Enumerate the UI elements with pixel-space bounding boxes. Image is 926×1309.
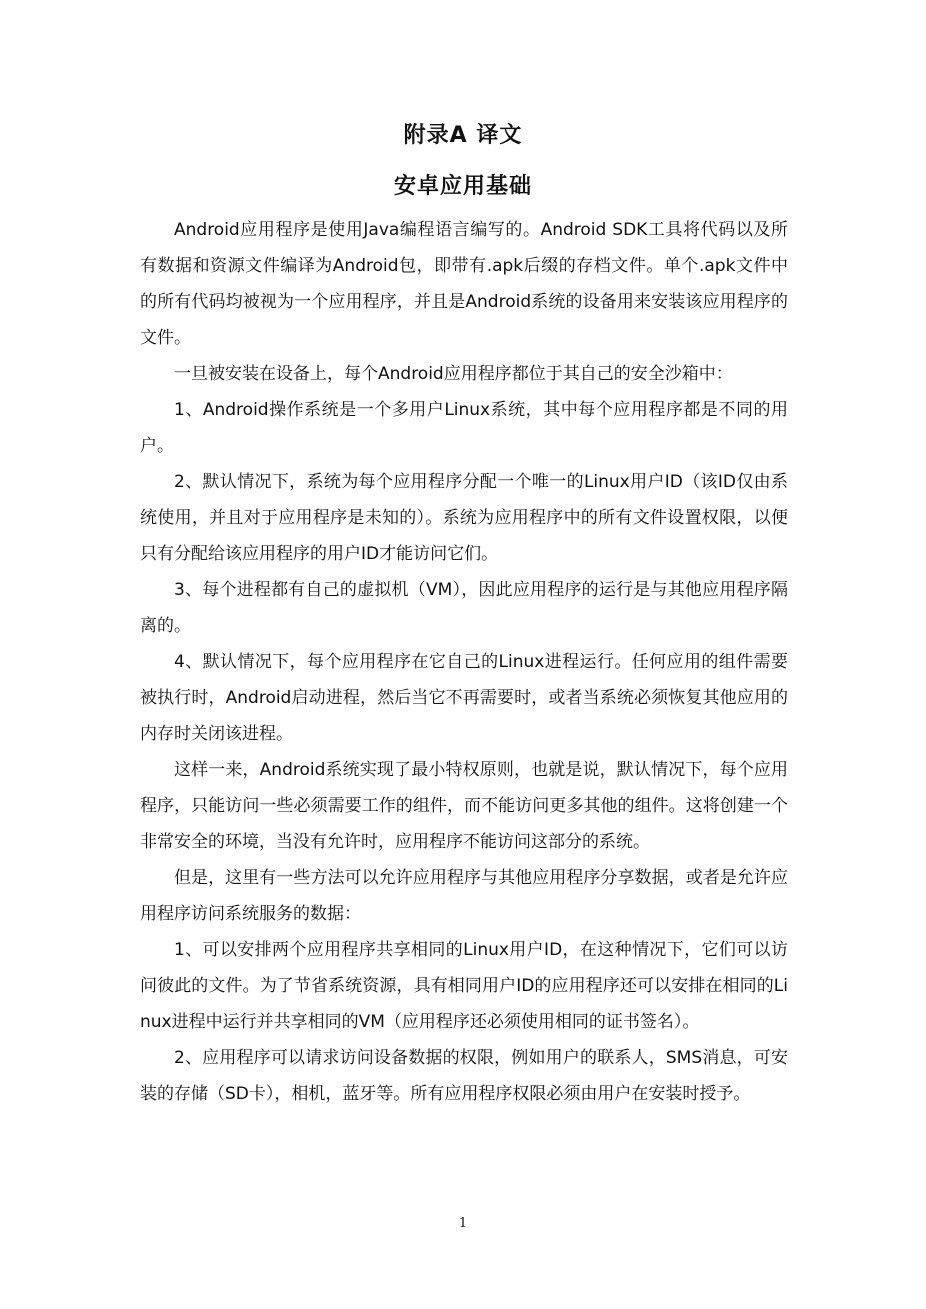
section-title: 安卓应用基础 — [393, 174, 532, 199]
paragraph: 2、应用程序可以请求访问设备数据的权限，例如用户的联系人，SMS消息，可安装的存储（SD卡），相机，蓝牙等。所有应用程序权限必须由用户在安装时授予。 — [140, 1048, 788, 1104]
paragraph: Android应用程序是使用Java编程语言编写的。Android SDK工具将代码以及所有数据和资源文件编译为Android包，即带有.apk后缀的存档文件。单个.apk文件中的所有代码均被视为一个应用程序，并且是Android系统的设备用来安装该应用程序的文件。 — [140, 220, 788, 348]
paragraph: 一旦被安装在设备上，每个Android应用程序都位于其自己的安全沙箱中： — [174, 364, 733, 384]
paragraph: 1、可以安排两个应用程序共享相同的Linux用户ID，在这种情况下，它们可以访问彼此的文件。为了节省系统资源，具有相同用户ID的应用程序还可以安排在相同的Linux进程中运行并共享相同的VM（应用程序还必须使用相同的证书签名）。 — [140, 940, 788, 1032]
paragraph: 2、默认情况下，系统为每个应用程序分配一个唯一的Linux用户ID（该ID仅由系统使用，并且对于应用程序是未知的）。系统为应用程序中的所有文件设置权限，以便只有分配给该应用程序的用户ID才能访问它们。 — [140, 472, 788, 564]
paragraph: 4、默认情况下，每个应用程序在它自己的Linux进程运行。任何应用的组件需要被执行时，Android启动进程，然后当它不再需要时，或者当系统必须恢复其他应用的内存时关闭该进程。 — [140, 652, 788, 744]
appendix-title: 附录A 译文 — [403, 123, 523, 148]
paragraph: 但是，这里有一些方法可以允许应用程序与其他应用程序分享数据，或者是允许应用程序访问系统服务的数据： — [140, 868, 788, 924]
paragraph: 3、每个进程都有自己的虚拟机（VM），因此应用程序的运行是与其他应用程序隔离的。 — [140, 580, 788, 636]
page-number: 1 — [458, 1216, 468, 1231]
paragraph: 这样一来，Android系统实现了最小特权原则，也就是说，默认情况下，每个应用程序，只能访问一些必须需要工作的组件，而不能访问更多其他的组件。这将创建一个非常安全的环境，当没有允许时，应用程序不能访问这部分的系统。 — [140, 760, 788, 852]
paragraph: 1、Android操作系统是一个多用户Linux系统，其中每个应用程序都是不同的用户。 — [140, 400, 788, 456]
body-text — [140, 212, 788, 1112]
